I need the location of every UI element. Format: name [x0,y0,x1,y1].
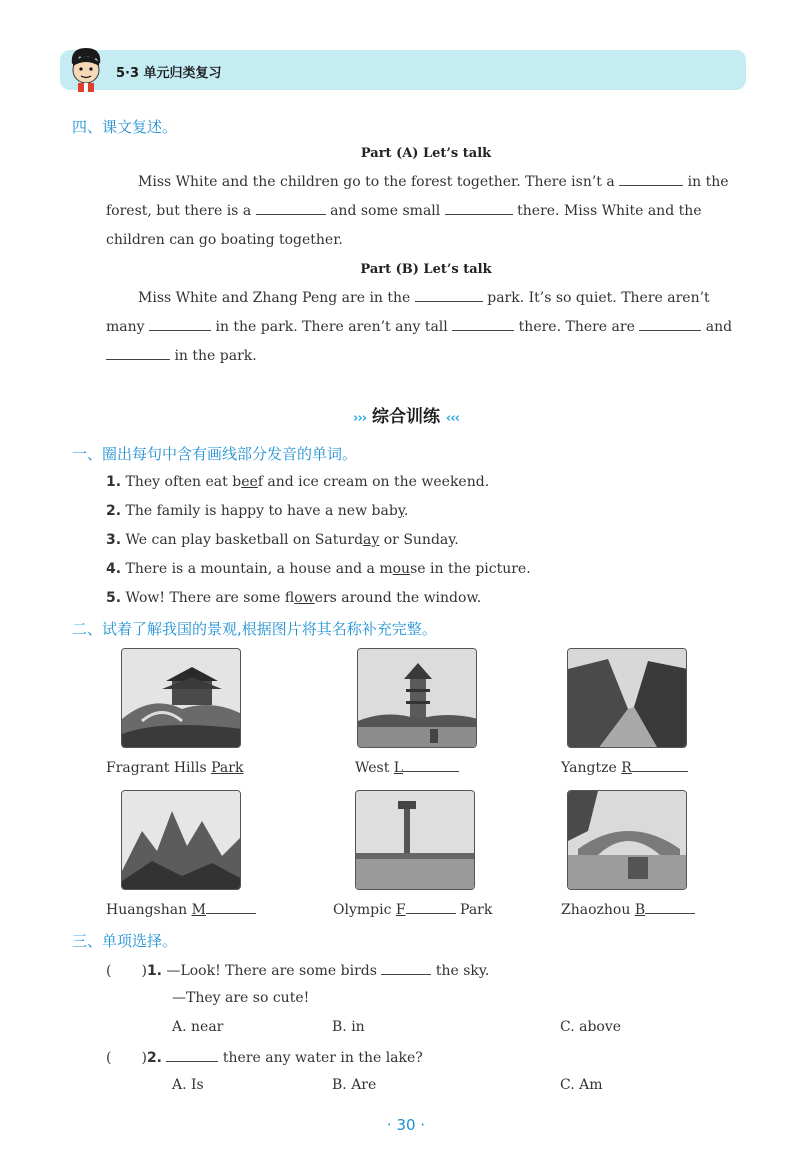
answer-blank[interactable] [645,902,695,914]
mascot-boy-icon [66,44,106,92]
question-1 [106,961,489,979]
caption-text: Zhaozhou [561,902,635,918]
list-item [106,590,481,606]
part-b-text: in the park. There aren’t any tall [215,319,448,335]
part-b-text: park. It’s so quiet. There aren’t [487,290,710,306]
caption-hint: F [395,902,406,918]
question-text: —Look! There are some birds [166,963,377,979]
caption-west-lake [355,760,459,776]
question-text: the sky. [435,963,490,979]
part-a-text: there. Miss White and the [517,203,702,219]
answer-blank[interactable] [206,902,256,914]
part-a-text: in the [687,174,729,190]
underlined-letters: ee [241,474,258,490]
answer-blank[interactable] [403,760,459,772]
item-text: se in the picture. [410,561,531,577]
item-number: 4. [106,561,122,577]
caption-text: Fragrant Hills [106,760,212,776]
part-a-text: Miss White and the children go to the forest together. There isn’t a [138,174,615,190]
question-2 [106,1048,423,1066]
item-number: 5. [106,590,122,606]
answer-paren-open: ( [106,963,112,979]
caption-yangtze [561,760,688,776]
caption-hint: Park [211,760,244,776]
answer-paren-close: ) [141,963,147,979]
right-arrows-icon: ››› [353,411,367,426]
caption-text: Park [460,902,493,918]
part-b-text: many [106,319,145,335]
huangshan-mountain-photo [121,790,241,890]
item-text: The family is happy to have a new bab [125,503,398,519]
exercise1-heading: 一、圈出每句中含有画线部分发音的单词。 [72,445,358,463]
item-number: 3. [106,532,122,548]
item-text: Wow! There are some fl [125,590,295,606]
part-b-text: Miss White and Zhang Peng are in the [138,290,411,306]
answer-blank[interactable] [632,760,688,772]
header-title: 5·3 单元归类复习 [116,66,222,81]
answer-blank[interactable] [415,288,483,302]
underlined-letters: ay [363,532,380,548]
underlined-letters: y [397,503,404,519]
fragrant-hills-photo [121,648,241,748]
caption-hint: L [393,760,404,776]
exercise2-heading: 二、试着了解我国的景观,根据图片将其名称补充完整。 [72,620,437,638]
west-lake-photo [357,648,477,748]
part-a-paragraph [106,168,746,255]
caption-huangshan [106,902,256,918]
option-a[interactable]: A. Is [172,1077,204,1093]
exercise3-heading: 三、单项选择。 [72,932,178,950]
question-number: 1. [146,963,162,979]
item-number: 2. [106,503,122,519]
left-arrows-icon: ‹‹‹ [445,411,459,426]
part-b-title: Part (B) Let’s talk [360,262,492,277]
list-item [106,532,459,548]
answer-blank[interactable] [406,902,456,914]
answer-blank[interactable] [256,201,326,215]
option-b[interactable]: B. Are [332,1077,377,1093]
part-b-text: and [705,319,733,335]
item-text: or Sunday. [379,532,459,548]
part-a-text: and some small [330,203,441,219]
answer-blank[interactable] [381,961,431,975]
answer-blank[interactable] [106,346,170,360]
answer-blank[interactable] [639,317,701,331]
underlined-letters: ou [392,561,411,577]
question-1-reply: —They are so cute! [172,990,310,1006]
option-c[interactable]: C. above [560,1019,622,1035]
section-banner [0,402,800,427]
part-a-title: Part (A) Let’s talk [360,146,492,161]
caption-text: Olympic [333,902,396,918]
olympic-park-photo [355,790,475,890]
list-item [106,474,489,490]
part-b-text: there. There are [518,319,635,335]
answer-blank[interactable] [166,1048,218,1062]
item-text: We can play basketball on Saturd [125,532,364,548]
caption-text: Yangtze [561,760,622,776]
list-item [106,503,408,519]
banner-title: 综合训练 [372,407,440,427]
section4-heading: 四、课文复述。 [72,118,178,136]
part-a-text: children can go boating together. [106,232,343,248]
answer-blank[interactable] [445,201,513,215]
option-b[interactable]: B. in [332,1019,365,1035]
item-text: They often eat b [125,474,242,490]
item-text: f and ice cream on the weekend. [257,474,490,490]
caption-hint: R [621,760,632,776]
answer-paren-open: ( [106,1050,112,1066]
list-item [106,561,531,577]
part-a-text: forest, but there is a [106,203,252,219]
underlined-letters: ow [294,590,315,606]
caption-fragrant-hills [106,760,243,776]
item-number: 1. [106,474,122,490]
question-number: 2. [146,1050,162,1066]
caption-hint: M [191,902,206,918]
option-a[interactable]: A. near [172,1019,224,1035]
caption-zhaozhou [561,902,695,918]
caption-text: West [355,760,394,776]
caption-hint: B [634,902,646,918]
part-b-text: in the park. [174,348,257,364]
page-number: · 30 · [386,1116,426,1134]
question-text: there any water in the lake? [222,1050,423,1066]
part-b-paragraph [106,284,746,371]
answer-blank[interactable] [619,172,683,186]
caption-olympic [333,902,492,918]
zhaozhou-bridge-photo [567,790,687,890]
answer-blank[interactable] [149,317,211,331]
item-text: There is a mountain, a house and a m [125,561,393,577]
item-text: ers around the window. [314,590,482,606]
option-c[interactable]: C. Am [560,1077,603,1093]
answer-paren-close: ) [141,1050,147,1066]
caption-text: Huangshan [106,902,192,918]
yangtze-river-photo [567,648,687,748]
answer-blank[interactable] [452,317,514,331]
item-text: . [403,503,409,519]
